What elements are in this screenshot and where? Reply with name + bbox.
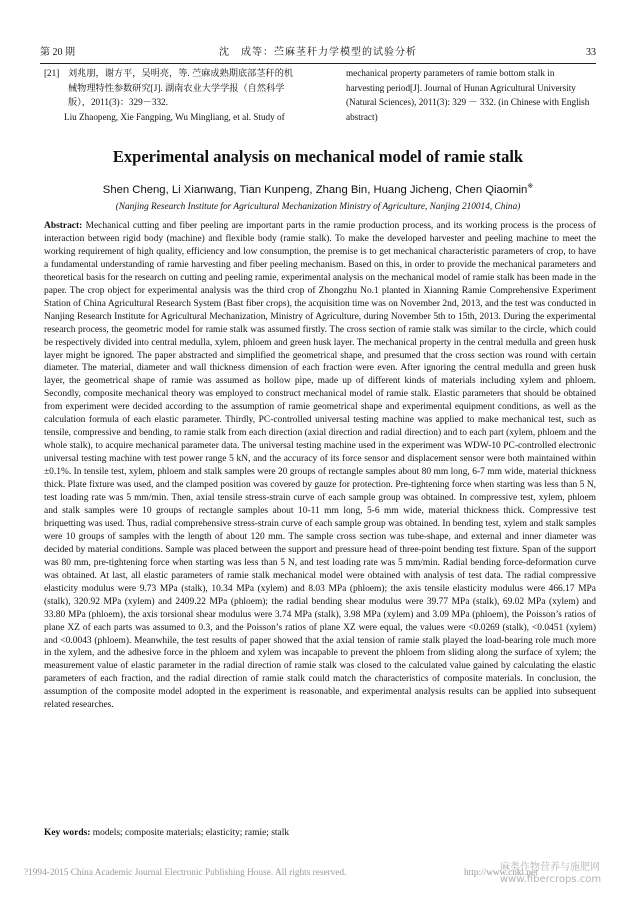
page-number: 33 <box>586 47 596 58</box>
author-list <box>40 182 596 198</box>
watermark-line-2: www.fibercrops.com <box>500 874 602 885</box>
reference-chinese: 刘兆朋，谢方平，吴明亮，等. 苎麻成熟期底部茎秆的机械物理特性参数研究[J]. 湖南农业大学学报（自然科学版），2011(3)：329－332. <box>68 68 294 107</box>
affiliation: (Nanjing Research Institute for Agricultural Mechanization Ministry of Agriculture, Nanjing 210014, China) <box>115 202 521 212</box>
reference-english-start: Liu Zhaopeng, Xie Fangping, Wu Mingliang, et al. Study of <box>64 111 285 122</box>
reference-entry <box>44 66 302 124</box>
keywords-text: models; composite materials; elasticity; ramie; stalk <box>92 828 290 838</box>
watermark-line-1: 麻类作物营养与施肥网 <box>500 862 600 873</box>
running-header <box>40 44 596 62</box>
copyright-notice: ?1994-2015 China Academic Journal Electronic Publishing House. All rights reserved. <box>24 868 347 878</box>
abstract <box>44 220 596 712</box>
issue-number: 第 20 期 <box>40 47 75 58</box>
running-title: 沈 成等：苎麻茎秆力学模型的试验分析 <box>219 47 417 58</box>
site-watermark <box>500 862 601 886</box>
abstract-label: Abstract: <box>44 221 83 231</box>
abstract-text: Mechanical cutting and fiber peeling are important parts in the ramie production process, and its working process is the process of interaction between rigid body (machine) and flexible body (ramie stalk). To make the developed harvester and peeling machine to meet the working requirement of high quality, efficiency and low consumption, the premise is to get mechanical characteristic parameters of crop, to have a fundamental understanding of ramie harvesting and fiber peeling mechanism. Based on this, in order to provide the mechanical parameters and theoretical basis for the research on cutting and peeling ramie, experimental analysis on the mechanical model of ramie stalk has been made in the paper. The crop object for experimental analysis was the third crop of Zhongzhu No.1 planted in Xianning Ramie Comprehensive Experiment Station of China Agricultural Research System (Bast fiber crops), the acquisition time was on November 2nd, 2013, and the test was conducted in Nanjing Research Institute for Agricultural Mechanization, Ministry of Agriculture, during November 5th to 15th, 2013. During the experimental research process, the geometric model for ramie stalk was assumed firstly. The cross section of ramie stalk was similar to the circle, which could be respectively divided into central medulla, xylem, phloem and green husk layer. The mechanical property in the central medulla and green husk layer might be ignored. The paper abstracted and simplified the geometrical shape, and presumed that the cross section was round with certain diameter. The material, diameter and wall thickness dimension of each fraction were even. After ignoring the central medulla and green husk layer, the geometrical shape of ramie was assumed as hollow pipe, made up of different kinds of materials including xylem and phloem. Secondly, composite mechanical theory was employed to construct mechanical model of ramie stalk. Elastic parameters that should be obtained from experiment were decided according to the assumption of ramie geometrical shape and experimental equipment conditions, as well as the calculation formula of each elastic parameter. Thirdly, PC-controlled universal testing machine was applied to make mechanical test, such as tensile, compressive and bending, to ramie stalk from each direction (axial direction and radial direction) and to each part (xylem, phloem and the whole stalk), to acquire mechanical parameter data. The universal testing machine used in the experiment was WDW-10 PC-controlled electronic universal testing machine with test power range 5 kN, and the accuracy of its force sensor and displacement sensor were both maintained within ±0.1%. In tensile test, xylem, phloem and stalk samples were 20 groups of rectangle samples about 80 mm long, 6-7 mm wide, material thickness thick. Plate fixture was used, and the clamped position was covered by gauze for protection. Pre-tightening force when starting was less than 5 N, test loading rate was 5 mm/min. Then, axial tensile stress-strain curve of each sample group was obtained. In compressive test, xylem, phloem and stalk samples were 10 groups of rectangle samples about 10-11 mm long, 5-6 mm wide, material thickness thick. Compressive test briquetting was used. Thus, radial comprehensive stress-strain curve of each sample group was obtained. In bending test, xylem and stalk samples were 10 groups of samples with the length of about 120 mm. The sample cross section was tube-shape, and external and inner diameter was decided by material conditions. Sample was placed between the support and pressure head of three-point bending test fixture. Span of the support was 80 mm, pre-tightening force when starting was less than 5 N, and test loading rate was 5 mm/min. Radial bending force-deformation curve was obtained. At last, all elastic parameters of ramie stalk mechanical model were obtained with analysis of test data. The radial compressive elasticity modulus were 9.73 MPa (stalk), 10.34 MPa (xylem) and 8.03 MPa (phloem); the axis tensile elasticity modulus were 466.17 MPa (stalk), 320.92 MPa (xylem) and 2409.22 MPa (phloem); the radial bending shear modulus were 39.77 MPa (stalk), 69.02 MPa (xylem) and 33.80 MPa (phloem), the axis torsional shear modulus were 3.74 MPa (stalk), 3.98 MPa (xylem) and 3.09 MPa (phloem), the Poisson’s ratios of plane XZ of each parts was assumed to 0.3, and the Poisson’s ratios of plane XZ were equal, the values were <0.0269 (stalk), <0.0451 (xylem) and <0.0043 (phloem). Meanwhile, the test results of paper showed that the axial tension of ramie stalk played the load-bearing role much more in the xylem, and the adhesive force in the phloem and xylem was incapable to prevent the phloem from sliding along the surface of xylem; the measurement value of elastic parameter in the radial direction of ramie stalk was closed to the calculated value gained by calculating the elastic parameters of each fraction, and the radial direction of ramie stalk could match the characteristics of composite materials. In conclusion, the assumption of the composite model adopted in the experiment is reasonable, and experimental analysis results can be applied into subsequent related researches. <box>44 221 597 711</box>
keywords-label: Key words: <box>44 828 91 838</box>
keywords <box>44 827 596 840</box>
author-names: Shen Cheng, Li Xianwang, Tian Kunpeng, Zhang Bin, Huang Jicheng, Chen Qiaomin <box>102 184 528 196</box>
corresponding-author-mark: ※ <box>527 183 534 191</box>
reference-number: [21] <box>44 68 60 78</box>
cnki-link[interactable]: http://www.cnki.net <box>464 868 538 878</box>
header-rule <box>40 63 596 64</box>
reference-english-continued: mechanical property parameters of ramie bottom stalk in harvesting period[J]. Journal of Hunan Agricultural University (Natural Sciences), 2011(3): 329 － 332. (in Chinese with English abstract) <box>346 68 590 122</box>
paper-title: Experimental analysis on mechanical model of ramie stalk <box>112 147 524 166</box>
